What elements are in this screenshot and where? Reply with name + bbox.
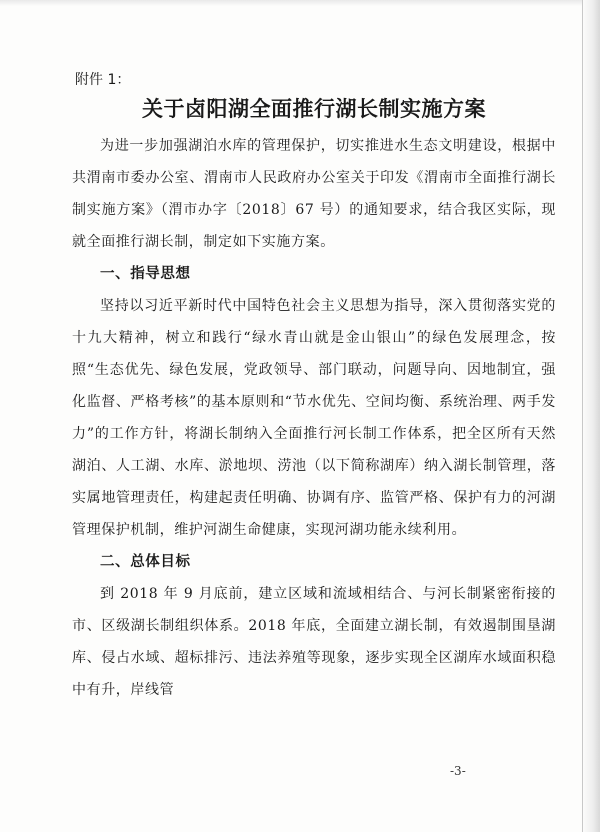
section-heading-overall-goal: 二、总体目标 [100,554,191,570]
intro-paragraph: 为进一步加强湖泊水库的管理保护，切实推进水生态文明建设，根据中共渭南市委办公室、渭南市人民政府办公室关于印发《渭南市全面推行湖长制实施方案》（渭市办字〔2018〕67 号）的通知要求，结合我区实际，现就全面推行湖长制，制定如下实施方案。 [72,138,556,250]
page-right-edge [582,0,600,832]
document-body [72,70,556,706]
page-fold-line [582,0,583,832]
section-body-overall-goal: 到 2018 年 9 月底前，建立区域和流域相结合、与河长制紧密衔接的市、区级湖长制组织体系。2018 年底，全面建立湖长制，有效遏制围垦湖库、侵占水域、超标排污、违法养殖等现象，逐步实现全区湖库水域面积稳中有升，岸线管 [72,586,556,698]
section-heading-guiding-ideology: 一、指导思想 [100,266,191,282]
annex-label: 附件 1： [75,72,131,88]
page-top-edge [0,0,600,6]
section-body-guiding-ideology: 坚持以习近平新时代中国特色社会主义思想为指导，深入贯彻落实党的十九大精神，树立和践行“绿水青山就是金山银山”的绿色发展理念，按照“生态优先、绿色发展，党政领导、部门联动，问题导向、因地制宜，强化监督、严格考核”的基本原则和“节水优先、空间均衡、系统治理、两手发力”的工作方针，将湖长制纳入全面推行河长制工作体系，把全区所有天然湖泊、人工湖、水库、淤地坝、涝池（以下简称湖库）纳入湖长制管理，落实属地管理责任，构建起责任明确、协调有序、监管严格、保护有力的河湖管理保护机制，维护河湖生命健康，实现河湖功能永续利用。 [72,298,556,538]
page-number: -3- [450,764,466,778]
document-title: 关于卤阳湖全面推行湖长制实施方案 [142,97,486,121]
